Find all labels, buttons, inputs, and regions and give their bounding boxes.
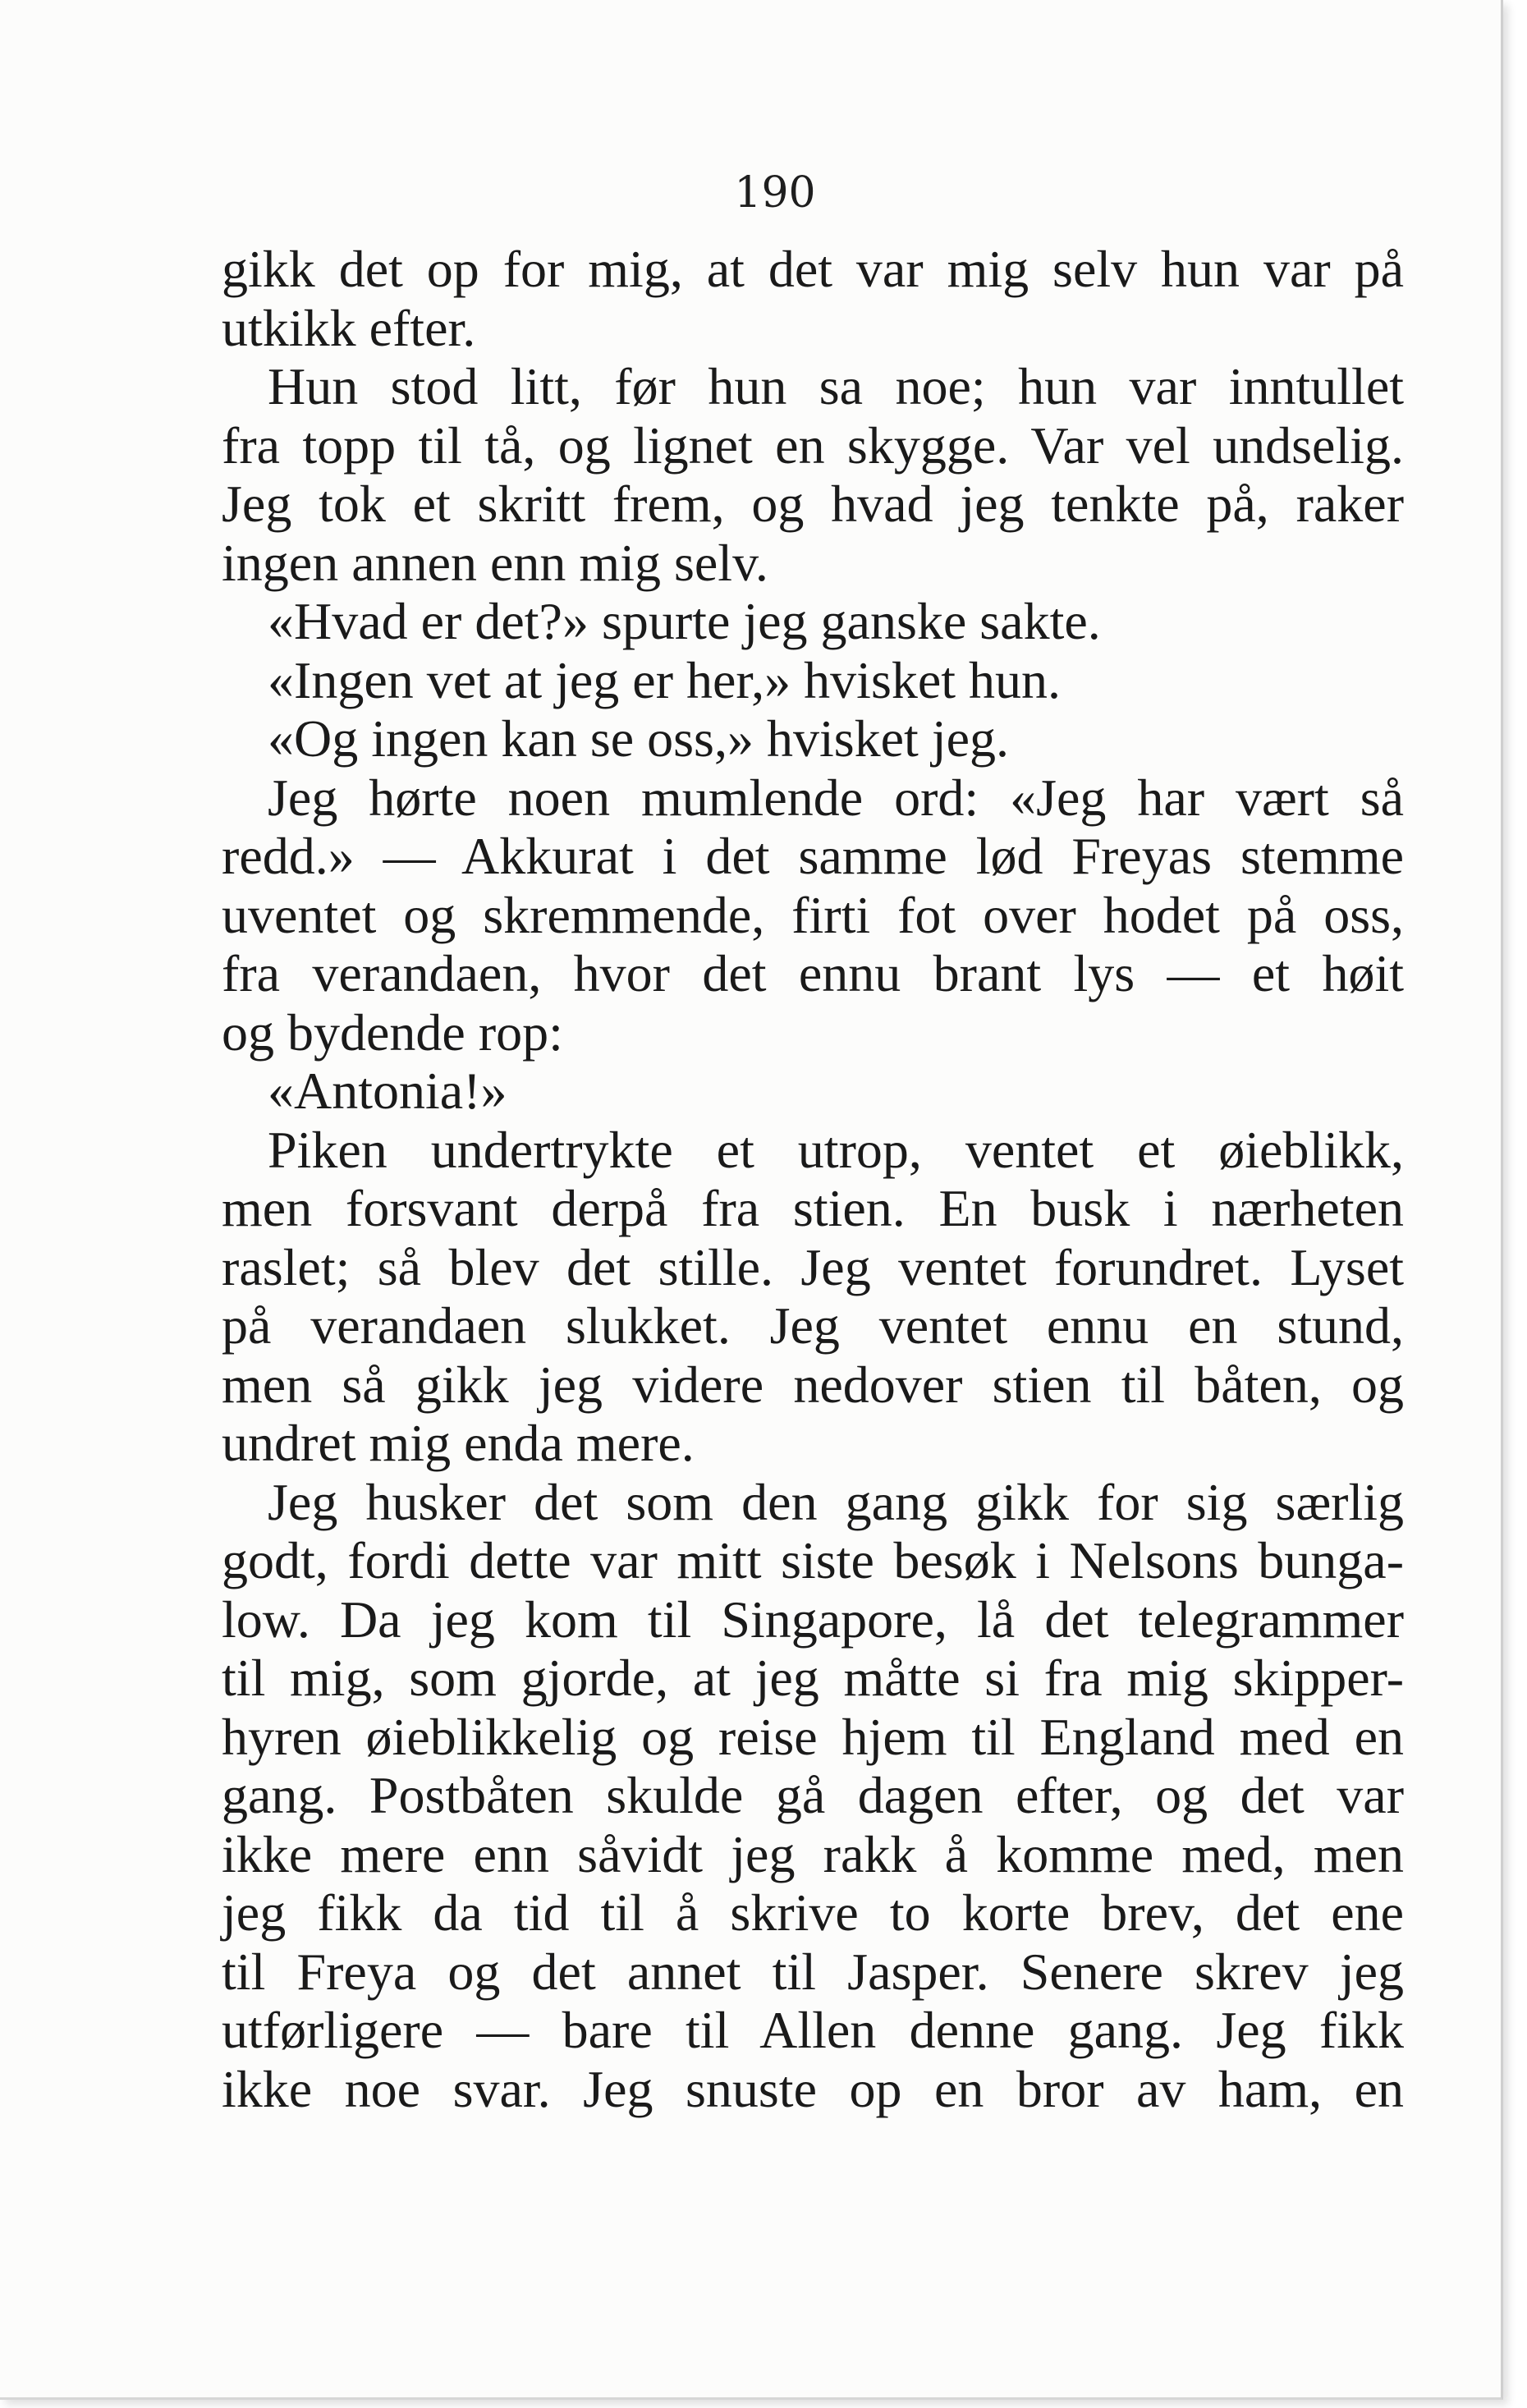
text-line: på verandaen slukket. Jeg ventet ennu en stund, (222, 1296, 1404, 1355)
text-line: gang. Postbåten skulde gå dagen efter, og det var (222, 1766, 1404, 1824)
text-line: Jeg hørte noen mumlende ord: «Jeg har vært så (268, 768, 1404, 827)
text-line: Hun stod litt, før hun sa noe; hun var inntullet (268, 357, 1404, 415)
text-line: godt, fordi dette var mitt siste besøk i Nelsons bunga- (222, 1531, 1404, 1589)
text-line: gikk det op for mig, at det var mig selv hun var på (222, 240, 1404, 298)
text-line: «Antonia!» (268, 1062, 507, 1120)
text-line: Piken undertrykte et utrop, ventet et øieblikk, (268, 1120, 1404, 1179)
body-text (222, 240, 1404, 2118)
text-line: utkikk efter. (222, 298, 476, 357)
text-line: fra verandaen, hvor det ennu brant lys — et høit (222, 944, 1404, 1002)
text-line: ikke mere enn såvidt jeg rakk å komme med, men (222, 1824, 1404, 1883)
text-line: Jeg husker det som den gang gikk for sig særlig (268, 1472, 1404, 1531)
text-line: undret mig enda mere. (222, 1414, 695, 1472)
text-line: men så gikk jeg videre nedover stien til båten, og (222, 1355, 1404, 1414)
text-line: utførligere — bare til Allen denne gang. Jeg fikk (222, 2001, 1404, 2059)
text-line: hyren øieblikkelig og reise hjem til England med en (222, 1707, 1404, 1766)
text-line: men forsvant derpå fra stien. En busk i nærheten (222, 1179, 1404, 1237)
text-line: «Og ingen kan se oss,» hvisket jeg. (268, 709, 1009, 768)
text-line: redd.» — Akkurat i det samme lød Freyas stemme (222, 827, 1404, 885)
page-number: 190 (734, 168, 816, 218)
text-line: uventet og skremmende, firti fot over hodet på oss, (222, 885, 1404, 944)
text-line: Jeg tok et skritt frem, og hvad jeg tenkte på, raker (222, 475, 1404, 533)
text-line: low. Da jeg kom til Singapore, lå det telegrammer (222, 1589, 1404, 1649)
text-line: «Ingen vet at jeg er her,» hvisket hun. (268, 650, 1062, 709)
text-line: og bydende rop: (222, 1002, 563, 1062)
text-line: «Hvad er det?» spurte jeg ganske sakte. (268, 592, 1101, 650)
text-line: jeg fikk da tid til å skrive to korte brev, det ene (222, 1883, 1404, 1942)
text-line: til Freya og det annet til Jasper. Senere skrev jeg (222, 1942, 1404, 2001)
text-line: til mig, som gjorde, at jeg måtte si fra mig skipper- (222, 1649, 1404, 1707)
text-line: ikke noe svar. Jeg snuste op en bror av ham, en (222, 2059, 1404, 2118)
text-line: ingen annen enn mig selv. (222, 533, 768, 592)
text-line: raslet; så blev det stille. Jeg ventet forundret. Lyset (222, 1237, 1404, 1296)
text-line: fra topp til tå, og lignet en skygge. Var vel undselig. (222, 415, 1404, 475)
